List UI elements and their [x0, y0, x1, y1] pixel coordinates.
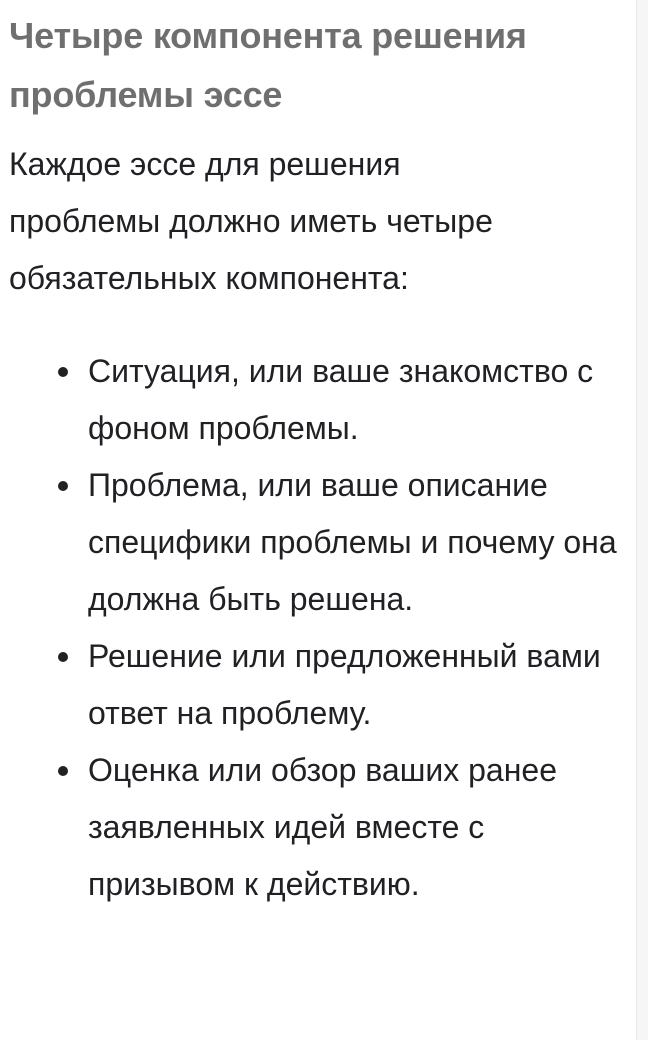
bullet-icon [58, 367, 68, 377]
bullet-icon [58, 766, 68, 776]
bullet-icon [58, 652, 68, 662]
list-item [9, 742, 627, 913]
list-item [9, 457, 627, 628]
component-list [9, 343, 636, 913]
list-item [9, 628, 627, 742]
list-item-text: Проблема, или ваше описание специфики проблемы и почему она должна быть решена. [88, 467, 617, 617]
intro-paragraph: Каждое эссе для решения проблемы должно иметь четыре обязательных компонента: [9, 146, 493, 296]
bullet-icon [58, 481, 68, 491]
list-item-text: Решение или предложенный вами ответ на проблему. [88, 638, 601, 731]
article-title: Четыре компонента решения проблемы эссе [9, 15, 527, 115]
list-item-text: Ситуация, или ваше знакомство с фоном проблемы. [88, 353, 594, 446]
list-item-text: Оценка или обзор ваших ранее заявленных идей вместе с призывом к действию. [88, 752, 557, 902]
scrollbar-track[interactable] [636, 0, 648, 1040]
list-item [9, 343, 627, 457]
